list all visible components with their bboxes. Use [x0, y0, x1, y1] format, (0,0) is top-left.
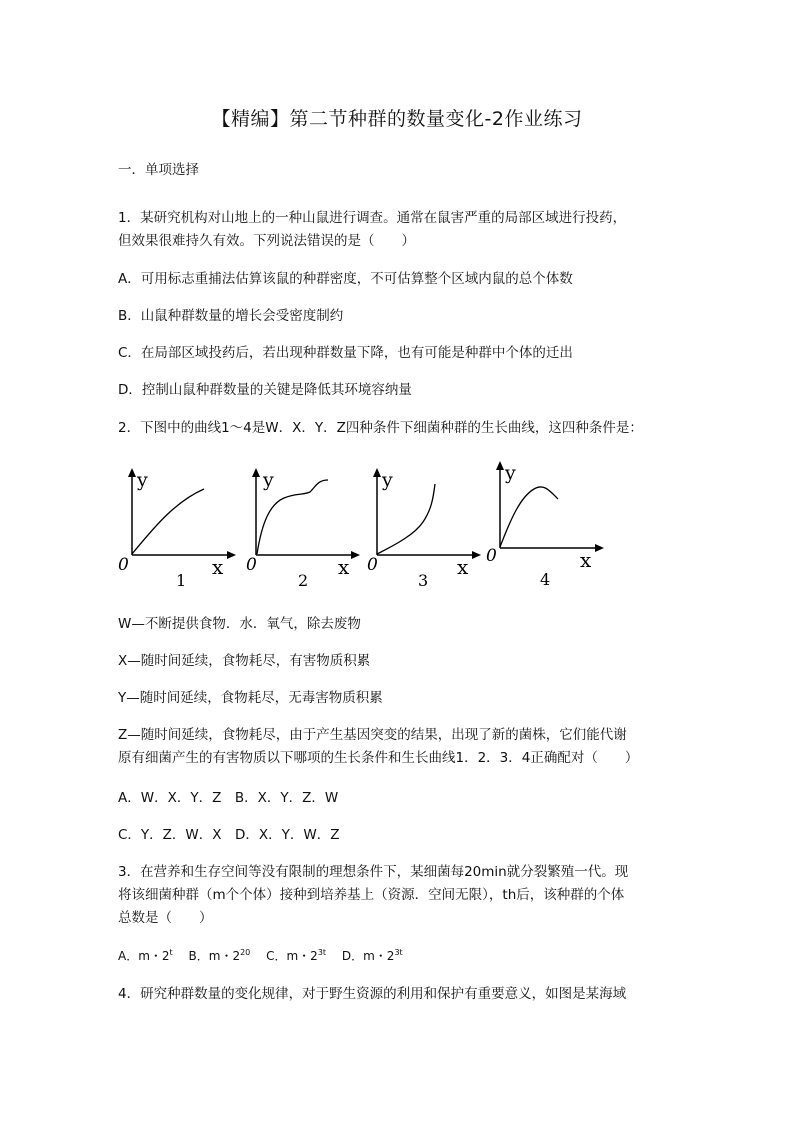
- graph4-number: 4: [540, 570, 551, 589]
- graph3-origin-label: 0: [367, 555, 378, 575]
- q3-stem-line1: 3．在营养和生存空间等没有限制的理想条件下，某细菌每20min就分裂繁殖一代。现: [118, 864, 629, 880]
- q2-condition-z-line2: 原有细菌产生的有害物质以下哪项的生长条件和生长曲线1．2．3．4正确配对（ ）: [118, 750, 639, 766]
- graph1-number: 1: [176, 571, 187, 590]
- q3-option-b-exponent: 20: [240, 948, 251, 957]
- q3-option-d: D．m・2: [329, 949, 395, 963]
- curve-1: [132, 489, 204, 554]
- q2-options-line1: A．W．X．Y．Z B．X．Y．Z．W: [118, 790, 339, 806]
- q2-condition-y: Y—随时间延续，食物耗尽，无毒害物质积累: [118, 690, 383, 706]
- q1-option-c: C．在局部区域投药后，若出现种群数量下降，也有可能是种群中个体的迁出: [118, 345, 573, 361]
- growth-curve-graph-2: [236, 462, 366, 592]
- graph2-x-label: x: [338, 555, 350, 579]
- graph2-number: 2: [298, 571, 309, 590]
- q2-options-line2: C．Y．Z．W．X D．X．Y．W．Z: [118, 827, 340, 843]
- q3-option-c-exponent: 3t: [317, 948, 327, 957]
- q1-option-a: A．可用标志重捕法估算该鼠的种群密度，不可估算整个区域内鼠的总个体数: [118, 271, 573, 287]
- q2-stem: 2．下图中的曲线1～4是W．X．Y．Z四种条件下细菌种群的生长曲线，这四种条件是：: [118, 420, 643, 436]
- page-title: 【精编】第二节种群的数量变化-2作业练习: [211, 108, 583, 130]
- q3-stem-line3: 总数是（ ）: [118, 910, 213, 926]
- q2-condition-x: X—随时间延续，食物耗尽，有害物质积累: [118, 653, 371, 669]
- graph4-x-label: x: [580, 548, 592, 572]
- q1-option-d: D．控制山鼠种群数量的关键是降低其环境容纳量: [118, 382, 412, 398]
- q1-stem-line2: 但效果很难持久有效。下列说法错误的是（ ）: [118, 233, 415, 249]
- growth-curve-graph-3: [357, 462, 487, 592]
- graph1-x-label: x: [212, 555, 224, 579]
- q3-option-c: C．m・2: [254, 949, 318, 963]
- graph3-x-label: x: [457, 555, 469, 579]
- graph1-origin-label: 0: [118, 555, 129, 575]
- q3-option-a-exponent: t: [169, 948, 173, 957]
- q4-stem-line1: 4．研究种群数量的变化规律，对于野生资源的利用和保护有重要意义，如图是某海域: [118, 986, 627, 1002]
- curve-4: [500, 487, 558, 547]
- q2-condition-z-line1: Z—随时间延续，食物耗尽，由于产生基因突变的结果，出现了新的菌株，它们能代谢: [118, 727, 627, 743]
- graph2-y-label: y: [263, 469, 274, 491]
- q1-option-b: B．山鼠种群数量的增长会受密度制约: [118, 308, 344, 324]
- section-heading: 一．单项选择: [118, 162, 199, 178]
- graph3-y-label: y: [382, 469, 393, 491]
- graph2-origin-label: 0: [246, 555, 257, 575]
- curve-3: [377, 484, 435, 554]
- q2-condition-w: W—不断提供食物．水．氧气，除去废物: [118, 616, 361, 632]
- curve-2: [257, 480, 328, 554]
- q3-stem-line2: 将该细菌种群（m个个体）接种到培养基上（资源．空间无限），th后，该种群的个体: [118, 887, 625, 903]
- q1-stem-line1: 1．某研究机构对山地上的一种山鼠进行调查。通常在鼠害严重的局部区域进行投药，: [118, 210, 627, 226]
- graph3-number: 3: [418, 571, 429, 590]
- q3-option-b: B．m・2: [176, 949, 241, 963]
- q3-option-a: A．m・2: [118, 949, 170, 963]
- q3-options: [118, 946, 698, 966]
- growth-curve-graph-1: [112, 462, 242, 592]
- growth-curve-graph-4: [480, 455, 610, 589]
- graph4-origin-label: 0: [486, 546, 497, 566]
- graph4-y-label: y: [505, 462, 516, 484]
- q3-option-d-exponent: 3t: [394, 948, 403, 957]
- graph1-y-label: y: [137, 469, 148, 491]
